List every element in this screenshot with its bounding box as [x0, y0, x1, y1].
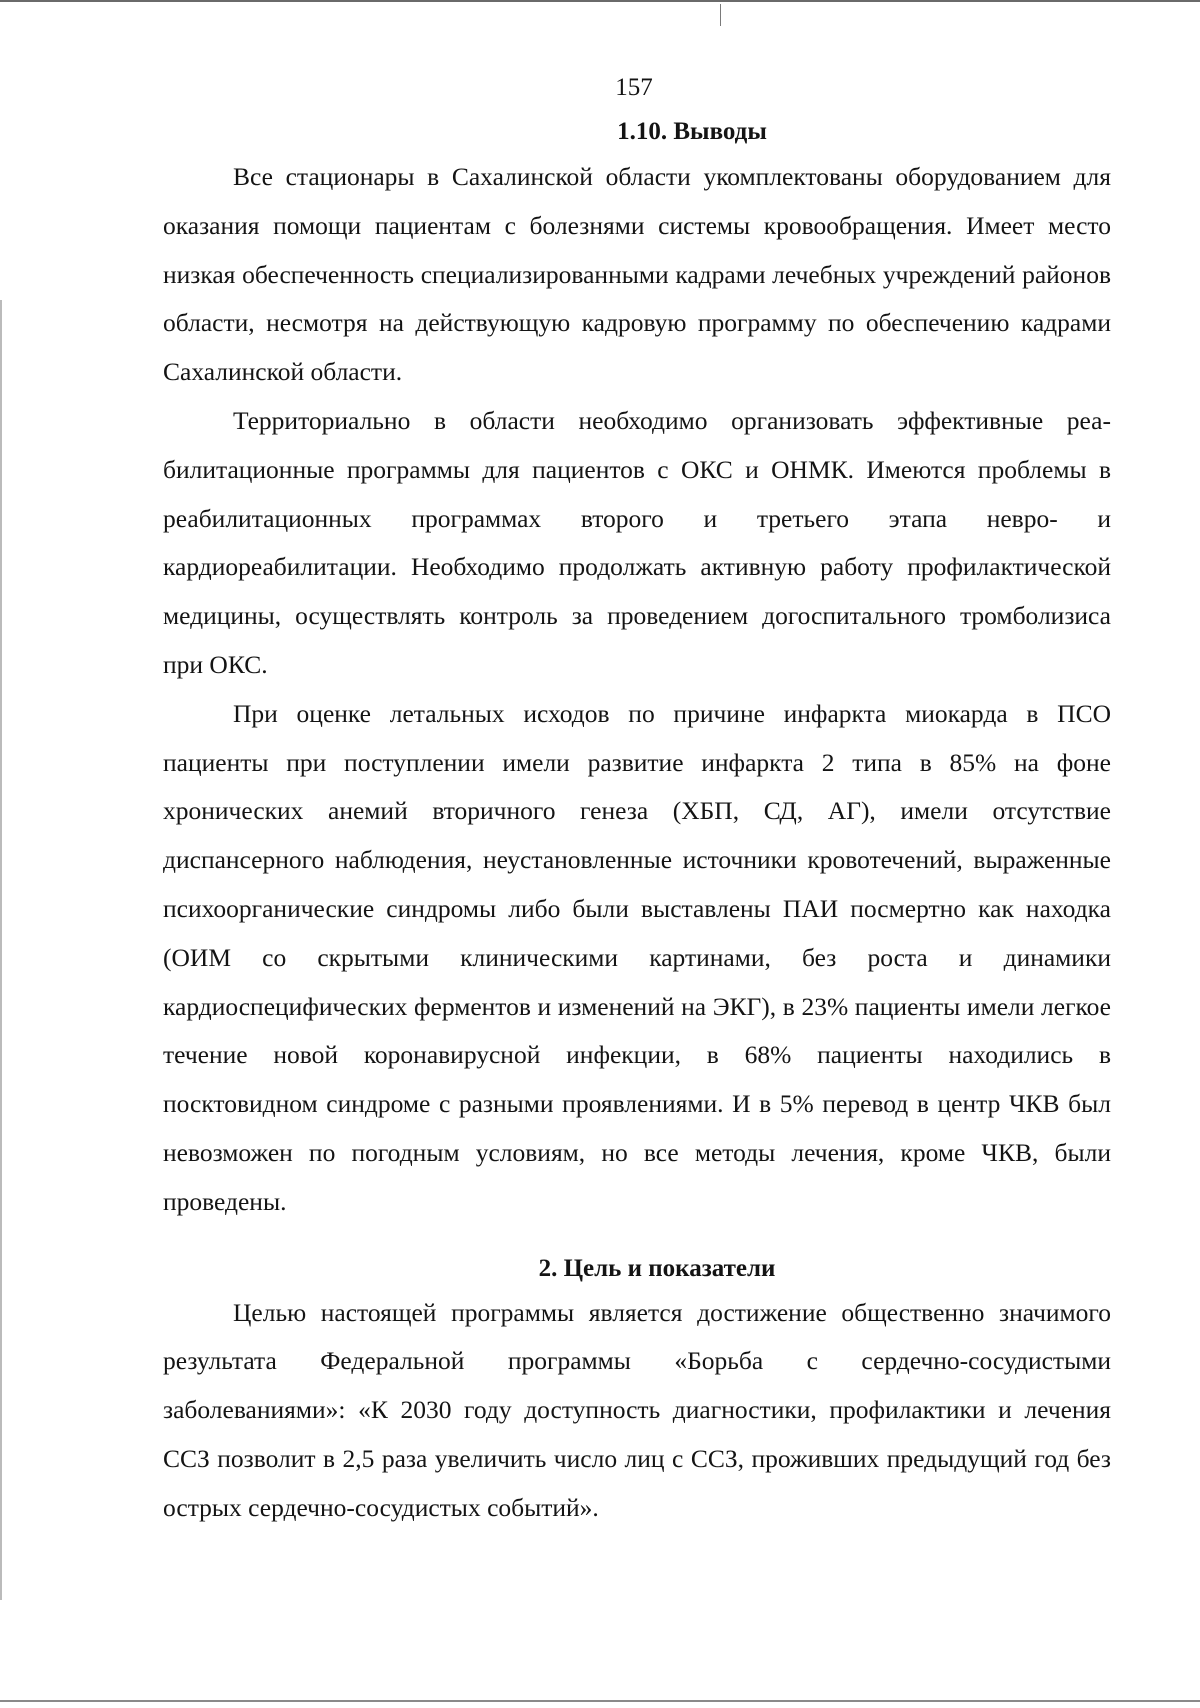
paragraph: При оценке летальных исходов по причине инфаркта миокарда в ПСО пациенты при поступлении имели развитие инфаркта 2 типа в 85% на фоне хронических анемий вторичного генеза (ХБП, СД, АГ), имели отсутствие диспансерного наблюдения, неустановленные источники кровотечений, выраженные психоорганические синдромы либо были выставлены ПАИ посмертно как находка (ОИМ со скрытыми клиническими картинами, без роста и динамики кардиоспецифических ферментов и изменений на ЭКГ), в 23% пациенты имели легкое течение новой коронавирусной инфекции, в 68% пациенты находились в посктовидном синдроме с разными проявлениями. И в 5% перевод в центр ЧКВ был невозможен по погодным условиям, но все методы лечения, кроме ЧКВ, были проведены. [163, 698, 1111, 1216]
paragraph: Целью настоящей программы является достижение общественно значимого результата Федеральной программы «Борьба с сердечно-сосудистыми заболеваниями»: «К 2030 году доступность диагностики, профилактики и лечения ССЗ позволит в 2,5 раза увеличить число лиц с ССЗ, проживших предыдущий год без острых сердечно-сосудистых событий». [163, 1297, 1111, 1522]
scan-left-edge [0, 300, 2, 1600]
document-body [163, 115, 1111, 1533]
paragraph: Все стационары в Сахалинской области укомплектованы оборудованием для оказания помощи пациентам с болезнями системы кровообращения. Имеет место низкая обеспеченность специализированными кадрами лечебных учреждений районов области, несмотря на действующую кадровую программу по обеспечению кадрами Сахалинской области. [163, 162, 1111, 387]
scan-bottom-border [0, 1700, 1200, 1702]
scan-mark [720, 4, 721, 26]
paragraph: Территориально в области необходимо организовать эффективные реабилитационные программы для пациентов с ОКС и ОНМК. Имеются проблемы в реабилитационных программах второго и третьего этапа невро- и кардиореабилитации. Необходимо продолжать активную работу профилактической медицины, осуществлять контроль за проведением догоспитального тромболизиса при ОКС. [163, 405, 1111, 679]
section-heading-conclusions: 1.10. Выводы [617, 118, 767, 145]
scan-top-border [0, 0, 1200, 2]
section-heading-goals: 2. Цель и показатели [538, 1254, 776, 1282]
page-number: 157 [615, 74, 653, 101]
